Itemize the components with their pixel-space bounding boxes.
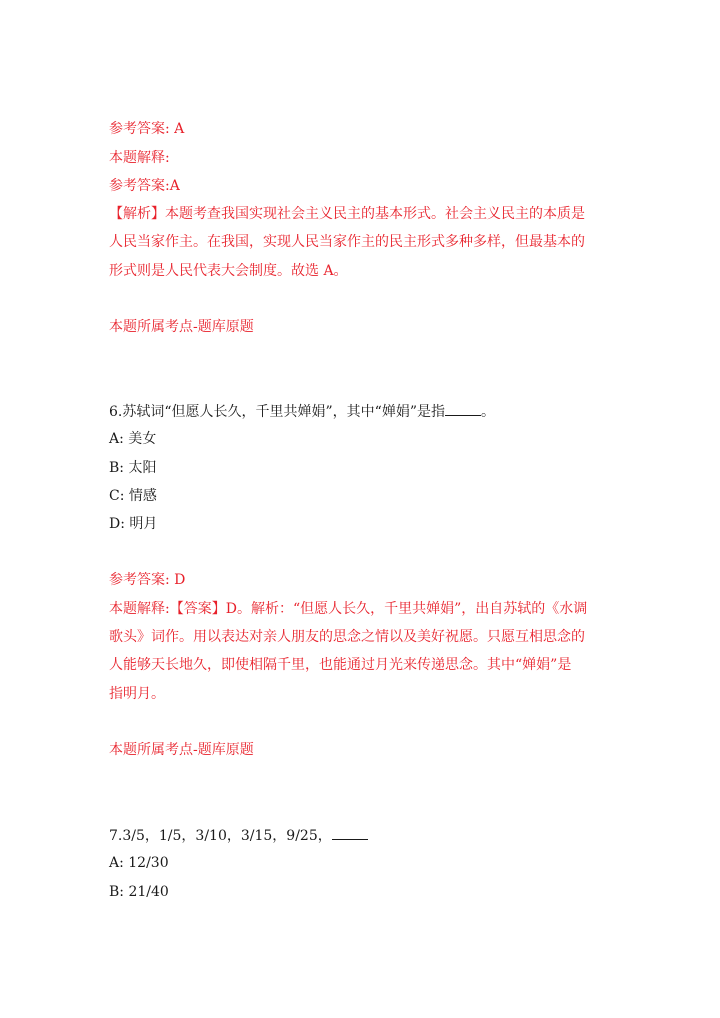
q5-analysis-line-3: 形式则是人民代表大会制度。故选 A。 <box>109 263 348 279</box>
q6-question-text: 6.苏轼词“但愿人长久，千里共婵娟”，其中“婵娟”是指 <box>109 404 445 420</box>
q6-question <box>109 401 495 422</box>
q5-answer: 参考答案: A <box>109 121 185 137</box>
q5-source: 本题所属考点-题库原题 <box>109 319 254 335</box>
q7-option-a: A: 12/30 <box>109 855 169 871</box>
q6-explanation-line-3: 人能够天长地久，即使相隔千里，也能通过月光来传递思念。其中“婵娟”是 <box>109 657 572 673</box>
q6-answer: 参考答案: D <box>109 572 186 588</box>
q6-answer-blank <box>445 401 481 416</box>
q5-answer-2: 参考答案:A <box>109 178 180 194</box>
q5-explain-label: 本题解释: <box>109 150 170 166</box>
q7-question-text: 7.3/5，1/5，3/10，3/15，9/25， <box>109 828 332 844</box>
q6-option-a: A: 美女 <box>109 431 157 447</box>
q6-source: 本题所属考点-题库原题 <box>109 742 254 758</box>
q6-explanation-line-1: 本题解释:【答案】D。解析：“但愿人长久，千里共婵娟”，出自苏轼的《水调 <box>109 601 588 617</box>
q7-question <box>109 825 368 846</box>
q6-option-c: C: 情感 <box>109 488 157 504</box>
q6-explanation-line-2: 歌头》词作。用以表达对亲人朋友的思念之情以及美好祝愿。只愿互相思念的 <box>109 629 585 645</box>
q7-option-b: B: 21/40 <box>109 884 169 900</box>
q7-answer-blank <box>332 825 368 840</box>
q5-analysis-line-2: 人民当家作主。在我国，实现人民当家作主的民主形式多种多样，但最基本的 <box>109 234 585 250</box>
q6-option-d: D: 明月 <box>109 516 158 532</box>
q6-explanation-line-4: 指明月。 <box>109 686 165 702</box>
q6-option-b: B: 太阳 <box>109 460 157 476</box>
q5-analysis-line-1: 【解析】本题考查我国实现社会主义民主的基本形式。社会主义民主的本质是 <box>109 206 585 222</box>
q6-question-end: 。 <box>481 404 495 420</box>
